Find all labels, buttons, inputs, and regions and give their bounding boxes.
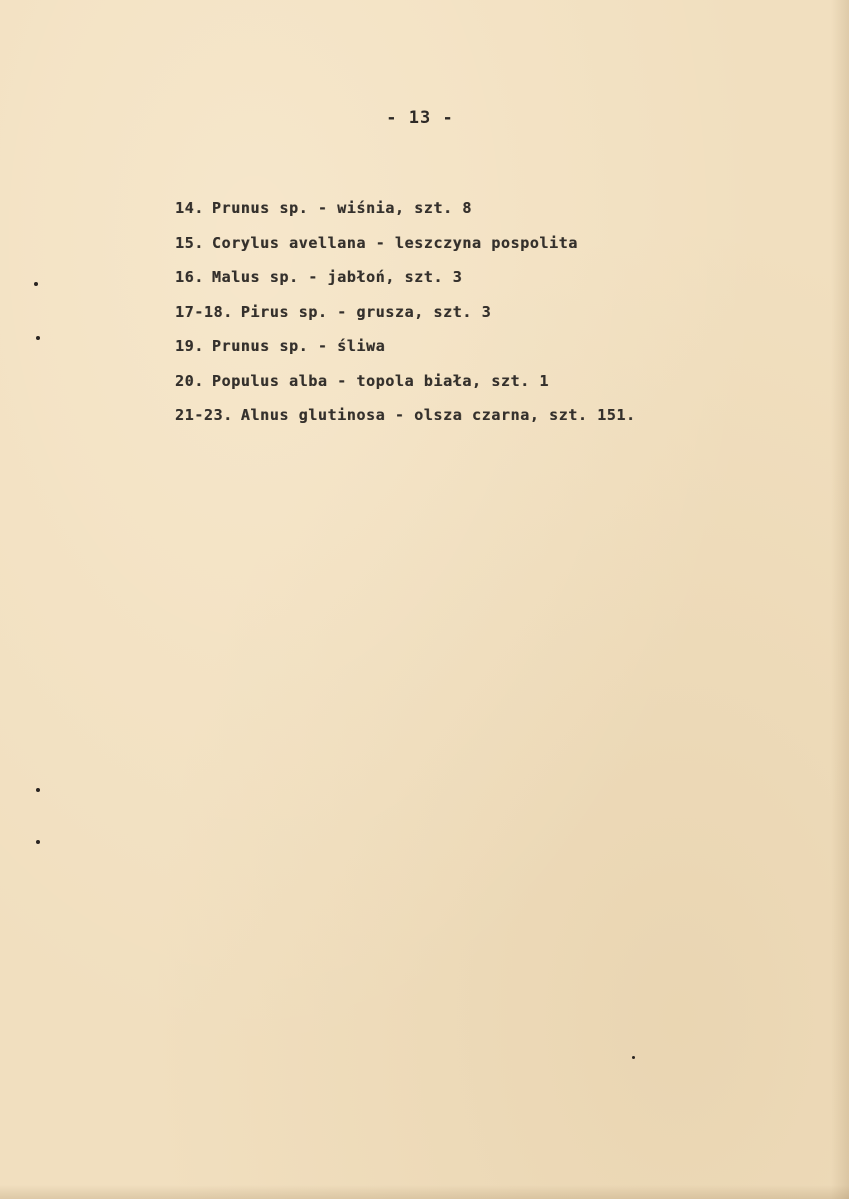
entry-text: Corylus avellana - leszczyna pospolita — [211, 233, 578, 252]
list-item — [175, 405, 636, 440]
list-item — [175, 267, 636, 302]
binder-hole-mark — [36, 336, 40, 340]
species-list — [175, 198, 636, 440]
binder-hole-mark — [34, 282, 38, 286]
page-edge-shadow — [831, 0, 849, 1199]
entry-text: Alnus glutinosa - olsza czarna, szt. 151. — [240, 406, 636, 424]
entry-text: Malus sp. - jabłoń, szt. 3 — [211, 268, 463, 286]
entry-number: 20. — [175, 371, 204, 390]
list-item — [175, 302, 636, 337]
list-item — [175, 371, 636, 406]
binder-hole-mark — [36, 788, 40, 792]
list-item — [175, 336, 636, 371]
page-bottom-shadow — [0, 1185, 849, 1199]
entry-number: 21-23. — [175, 406, 233, 424]
list-item — [175, 198, 636, 233]
entry-number: 19. — [175, 337, 204, 355]
page-number: - 13 - — [386, 108, 454, 128]
entry-number: 16. — [175, 268, 204, 286]
paper-speck — [632, 1056, 635, 1059]
list-item — [175, 233, 636, 268]
entry-text: Pirus sp. - grusza, szt. 3 — [240, 302, 492, 321]
entry-number: 14. — [175, 199, 204, 217]
entry-number: 17-18. — [175, 302, 233, 321]
entry-number: 15. — [175, 233, 204, 252]
entry-text: Prunus sp. - wiśnia, szt. 8 — [211, 199, 472, 217]
entry-text: Populus alba - topola biała, szt. 1 — [211, 371, 549, 390]
entry-text: Prunus sp. - śliwa — [211, 337, 386, 355]
binder-hole-mark — [36, 840, 40, 844]
